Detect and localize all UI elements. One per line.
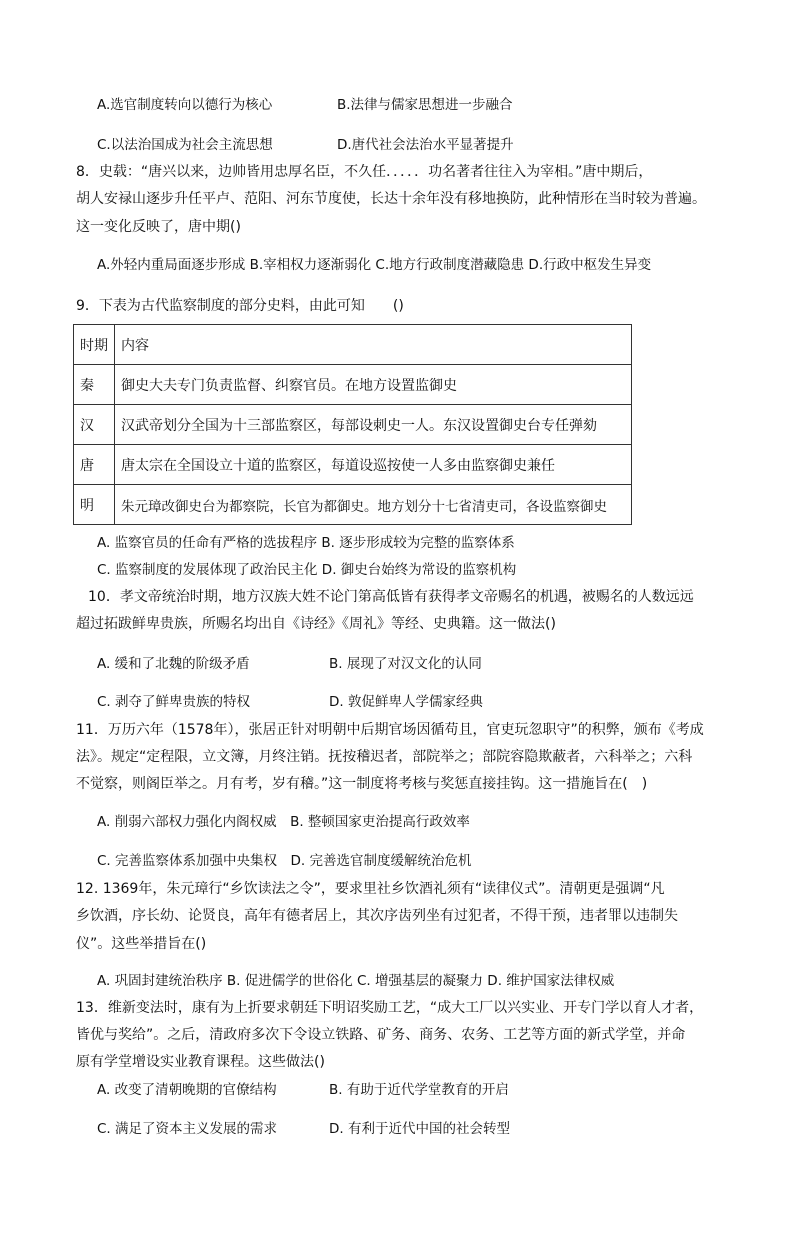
q13-option-d: D. 有利于近代中国的社会转型: [329, 1121, 510, 1137]
q12-stem-line-2: 乡饮酒，序长幼、论贤良，高年有德者居上，其次序齿列坐有过犯者，不得干预，违者罪以违制失: [76, 908, 678, 924]
table-cell-content: 朱元璋改御史台为都察院，长官为都御史。地方划分十七省清吏司，各设监察御史: [115, 485, 632, 525]
table-row: [74, 485, 632, 525]
table-cell-period: 汉: [74, 405, 115, 445]
q13-stem-line-3: 原有学堂增设实业教育课程。这些做法(): [76, 1054, 325, 1070]
q9-options-line-2: C. 监察制度的发展体现了政治民主化 D. 御史台始终为常设的监察机构: [97, 562, 517, 578]
q11-options-line-1: A. 削弱六部权力强化内阁权威 B. 整顿国家吏治提高行政效率: [97, 814, 470, 830]
table-header-period: 时期: [74, 325, 115, 365]
q11-options-line-2: C. 完善监察体系加强中央集权 D. 完善选官制度缓解统治危机: [97, 853, 472, 869]
q11-stem-line-2: 法》。规定“定程限，立文簿，月终注销。抚按稽迟者，部院举之；部院容隐欺蔽者，六科举之；六科: [76, 749, 693, 765]
q13-option-c: C. 满足了资本主义发展的需求: [97, 1121, 278, 1137]
table-cell-period: 唐: [74, 445, 115, 485]
q13-stem-line-1: 13．维新变法时，康有为上折要求朝廷下明诏奖励工艺，“成大工厂以兴实业、开专门学以育人才者，: [76, 1000, 704, 1016]
q8-stem-line-2: 胡人安禄山逐步升任平卢、范阳、河东节度使，长达十余年没有移地换防，此种情形在当时较为普遍。: [76, 191, 706, 207]
table-cell-content: 御史大夫专门负责监督、纠察官员。在地方设置监御史: [115, 365, 632, 405]
q11-stem-line-3: 不觉察，则阁臣举之。月有考，岁有稽。”这一制度将考核与奖惩直接挂钩。这一措施旨在( ): [76, 776, 648, 792]
q7-option-a: A.选官制度转向以德行为核心: [97, 97, 273, 113]
q9-options-line-1: A. 监察官员的任命有严格的选拔程序 B. 逐步形成较为完整的监察体系: [97, 535, 515, 551]
q10-option-a: A. 缓和了北魏的阶级矛盾: [97, 656, 250, 672]
q12-stem-line-1: 12. 1369年，朱元璋行“乡饮读法之令”，要求里社乡饮酒礼须有“读律仪式”。清朝更是强调“凡: [76, 881, 665, 897]
q13-option-b: B. 有助于近代学堂教育的开启: [329, 1082, 509, 1098]
q10-option-d: D. 敦促鲜卑人学儒家经典: [329, 694, 483, 710]
q7-option-b: B.法律与儒家思想进一步融合: [337, 97, 513, 113]
table-cell-content: 汉武帝划分全国为十三部监察区，每部设刺史一人。东汉设置御史台专任弹劾: [115, 405, 632, 445]
table-header-content: 内容: [115, 325, 632, 365]
table-cell-period: 明: [74, 485, 115, 525]
q10-stem-line-2: 超过拓跋鲜卑贵族，所赐名均出自《诗经》《周礼》等经、史典籍。这一做法(): [76, 616, 556, 632]
table-header-row: [74, 325, 632, 365]
q7-option-d: D.唐代社会法治水平显著提升: [337, 137, 514, 153]
table-row: [74, 405, 632, 445]
table-cell-period: 秦: [74, 365, 115, 405]
q13-option-a: A. 改变了清朝晚期的官僚结构: [97, 1082, 277, 1098]
q10-option-c: C. 剥夺了鲜卑贵族的特权: [97, 694, 251, 710]
table-cell-content: 唐太宗在全国设立十道的监察区，每道设巡按使一人多由监察御史兼任: [115, 445, 632, 485]
q8-stem-line-1: 8．史载：“唐兴以来，边帅皆用忠厚名臣，不久任．．．．．功名著者往往入为宰相。”唐中期后，: [76, 164, 653, 180]
table-row: [74, 365, 632, 405]
q12-options: A. 巩固封建统治秩序 B. 促进儒学的世俗化 C. 增强基层的凝聚力 D. 维护国家法律权威: [97, 973, 615, 989]
q10-stem-line-1: 10．孝文帝统治时期，地方汉族大姓不论门第高低皆有获得孝文帝赐名的机遇，被赐名的人数远远: [88, 589, 694, 605]
q9-stem: 9．下表为古代监察制度的部分史料，由此可知 (): [76, 298, 404, 314]
q8-options: A.外轻内重局面逐步形成 B.宰相权力逐渐弱化 C.地方行政制度潜藏隐患 D.行政中枢发生异变: [97, 257, 652, 273]
q10-option-b: B. 展现了对汉文化的认同: [329, 656, 482, 672]
q9-table: [73, 324, 632, 525]
q7-option-c: C.以法治国成为社会主流思想: [97, 137, 273, 153]
q13-stem-line-2: 皆优与奖给”。之后，清政府多次下令设立铁路、矿务、商务、农务、工艺等方面的新式学堂，并命: [76, 1027, 686, 1043]
q12-stem-line-3: 仪”。这些举措旨在(): [76, 936, 207, 952]
q8-stem-line-3: 这一变化反映了，唐中期(): [76, 219, 241, 235]
q11-stem-line-1: 11．万历六年（1578年），张居正针对明朝中后期官场因循苟且，官吏玩忽职守”的积弊，颁布《考成: [76, 722, 704, 738]
table-row: [74, 445, 632, 485]
